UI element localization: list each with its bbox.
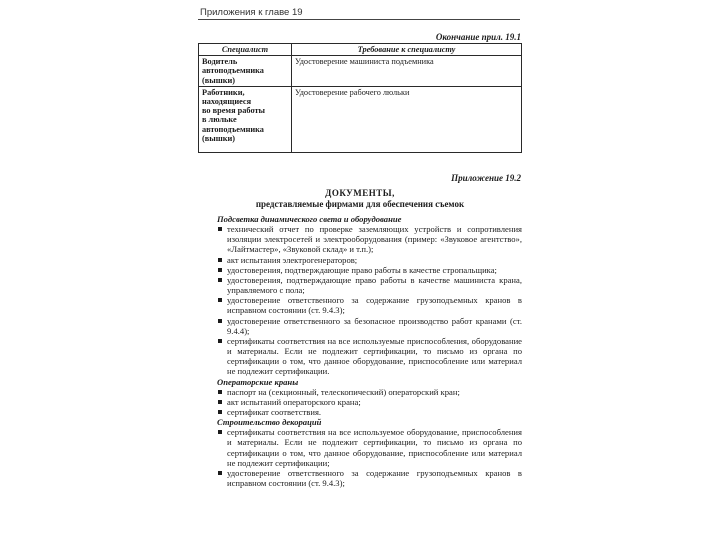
appendix-title-line1: ДОКУМЕНТЫ,	[325, 188, 395, 198]
list-item: сертификат соответствия.	[218, 407, 522, 417]
list-item: паспорт на (секционный, телескопический) операторский кран;	[218, 387, 522, 397]
header-rule	[198, 19, 520, 20]
requirement-cell: Удостоверение рабочего люльки	[292, 86, 522, 152]
section-camera-cranes	[218, 377, 522, 418]
section-heading: Операторские краны	[217, 376, 299, 387]
list-item: акт испытания электрогенераторов;	[218, 255, 522, 265]
table-header-row	[199, 44, 522, 56]
list-item: сертификаты соответствия на все используемое оборудование, приспособления и материалы. Если не подлежит сертификации, то письмо из органа по сертификации о том, что данное оборудование, приспособление или материал не подлежит сертификации;	[218, 427, 522, 468]
appendix-title-line2: представляемые фирмами для обеспечения съемок	[255, 198, 465, 209]
list-item: удостоверение ответственного за содержание грузоподъемных кранов в исправном состоянии (ст. 9.4.3);	[218, 295, 522, 315]
section-heading: Строительство декораций	[217, 417, 322, 428]
list-item: технический отчет по проверке заземляющих устройств и сопротивления изоляции электросетей и электрооборудования (пример: «Звуковое агентство», «Лайтмастер», «Звуковой склад» и т.п.);	[218, 224, 522, 254]
appendix-caption: Приложение 19.2	[451, 173, 521, 183]
table-caption: Окончание прил. 19.1	[435, 32, 521, 42]
section-lighting	[218, 214, 522, 377]
table-row	[199, 56, 522, 87]
documents-list	[218, 214, 522, 488]
running-header: Приложения к главе 19	[200, 7, 303, 18]
column-header-requirement: Требование к специалисту	[292, 44, 522, 56]
specialist-requirements-table	[198, 43, 522, 153]
list-item: удостоверения, подтверждающие право работы в качестве стропальщика;	[218, 265, 522, 275]
requirement-cell: Удостоверение машиниста подъемника	[292, 56, 522, 87]
list-item: удостоверение ответственного за содержание грузоподъемных кранов в исправном состоянии (ст. 9.4.3);	[218, 468, 522, 488]
list-item: удостоверения, подтверждающие право работы в качестве машиниста крана, управляемого с пола;	[218, 275, 522, 295]
section-heading: Подсветка динамического света и оборудование	[217, 214, 402, 224]
list-item: сертификаты соответствия на все используемые приспособления, оборудование и материалы. Если не подлежит сертификации, то письмо из органа по сертификации о том, что данное оборудование, приспособление или материал не подлежит сертификации.	[218, 336, 522, 377]
table-row	[199, 86, 522, 152]
specialist-cell: Работники, находящиеся во время работы в люльке автоподъемника (вышки)	[199, 86, 292, 152]
column-header-specialist: Специалист	[199, 44, 292, 56]
specialist-cell: Водитель автоподъемника (вышки)	[199, 56, 292, 87]
list-item: акт испытаний операторского крана;	[218, 397, 522, 407]
appendix-title	[198, 188, 522, 209]
list-item: удостоверение ответственного за безопасное производство работ кранами (ст. 9.4.4);	[218, 316, 522, 336]
section-set-construction	[218, 417, 522, 488]
